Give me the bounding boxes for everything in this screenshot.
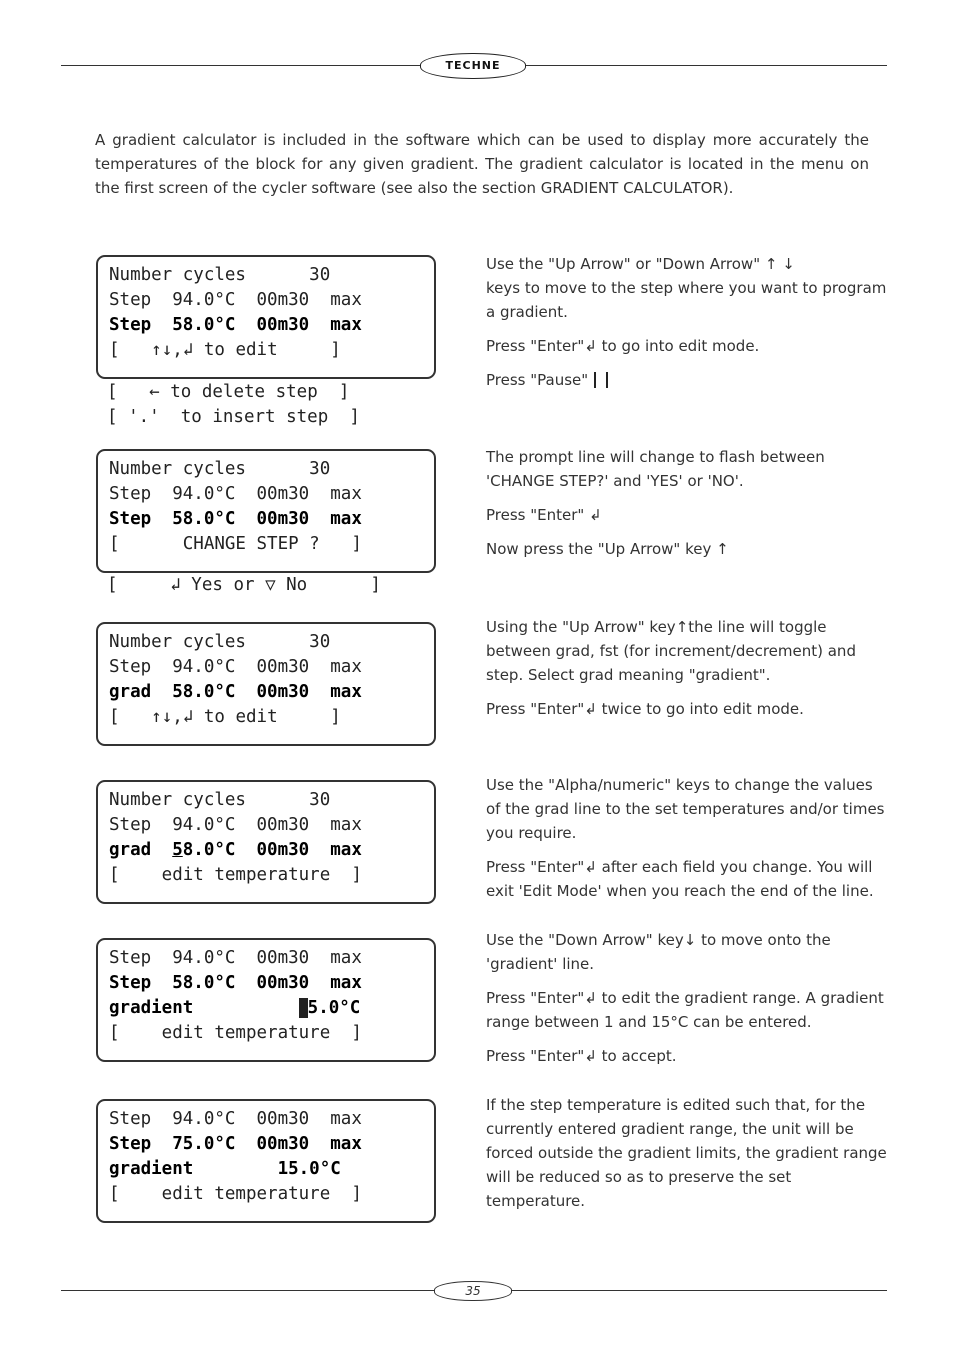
instruction-block-3 bbox=[486, 615, 888, 731]
lcd-line-selected: grad 58.0°C 00m30 max bbox=[109, 840, 362, 860]
lcd-line: Step 58.0°C 00m30 max bbox=[109, 973, 362, 993]
triangle-down-icon: ▽ bbox=[265, 575, 276, 595]
lcd-screen-4 bbox=[96, 780, 436, 904]
lcd-line: Number cycles 30 bbox=[109, 790, 331, 810]
insert-step-prompt: [ '.' to insert step ] bbox=[107, 407, 360, 427]
up-down-arrow-icon: ↑ ↓ bbox=[764, 255, 795, 273]
enter-key-icon: ↲ bbox=[182, 340, 194, 360]
up-down-arrow-icon: ↑↓ bbox=[151, 707, 173, 727]
instruction-text: Press "Enter"↲ to go into edit mode. bbox=[486, 337, 760, 355]
instruction-block-1 bbox=[486, 252, 888, 402]
instruction-block-6 bbox=[486, 1093, 888, 1223]
instruction-text: The prompt line will change to flash between 'CHANGE STEP?' and 'YES' or 'NO'. bbox=[486, 448, 825, 490]
lcd-screen-2 bbox=[96, 449, 436, 573]
enter-key-icon: ↲ bbox=[170, 575, 181, 595]
pause-icon bbox=[594, 372, 608, 388]
instruction-text: Press "Enter"↲ to edit the gradient range. A gradient range between 1 and 15°C can be entered. bbox=[486, 989, 884, 1031]
lcd-prompt-line: [ ↑↓,↲ to edit ] bbox=[109, 705, 434, 730]
instruction-block-5 bbox=[486, 928, 888, 1078]
lcd-screen-5 bbox=[96, 938, 436, 1062]
lcd-line: Step 75.0°C 00m30 max bbox=[109, 1134, 362, 1154]
lcd-line: Number cycles 30 bbox=[109, 265, 331, 285]
up-down-arrow-icon: ↑↓ bbox=[151, 340, 173, 360]
lcd-line-selected: Step 58.0°C 00m30 max bbox=[109, 315, 362, 335]
instruction-text: Press "Enter"↲ after each field you change. You will exit 'Edit Mode' when you reach the end of the line. bbox=[486, 858, 874, 900]
instruction-text: Using the "Up Arrow" key↑the line will toggle between grad, fst (for increment/decrement) and step. Select grad meaning "gradient". bbox=[486, 618, 856, 684]
screen1-alt-prompts bbox=[107, 380, 360, 430]
page-number: 35 bbox=[434, 1281, 512, 1301]
instruction-text: Now press the "Up Arrow" key ↑ bbox=[486, 540, 729, 558]
lcd-screen-1 bbox=[96, 255, 436, 379]
screen2-alt-prompts bbox=[107, 573, 381, 598]
lcd-screen-3 bbox=[96, 622, 436, 746]
lcd-line: Step 94.0°C 00m30 max bbox=[109, 815, 362, 835]
intro-paragraph: A gradient calculator is included in the software which can be used to display more accurately the temperatures of the block for any given gradient. The gradient calculator is located in the menu on the first screen of the cycler software (see also the section GRADIENT CALCULATOR). bbox=[95, 131, 869, 197]
lcd-line: Step 94.0°C 00m30 max bbox=[109, 484, 362, 504]
lcd-prompt-line: [ CHANGE STEP ? ] bbox=[109, 534, 362, 554]
delete-step-prompt: [ ← to delete step ] bbox=[107, 380, 360, 405]
enter-key-icon: ↲ bbox=[584, 858, 597, 876]
lcd-line-selected: grad 58.0°C 00m30 max bbox=[109, 682, 362, 702]
lcd-line: Number cycles 30 bbox=[109, 632, 331, 652]
lcd-line: Step 94.0°C 00m30 max bbox=[109, 290, 362, 310]
lcd-prompt-line: [ edit temperature ] bbox=[109, 1023, 362, 1043]
enter-key-icon: ↲ bbox=[584, 337, 597, 355]
yes-no-prompt: [ ↲ Yes or ▽ No ] bbox=[107, 573, 381, 598]
lcd-line-selected: gradient 5.0°C bbox=[109, 998, 361, 1018]
instruction-text: Press "Enter"↲ twice to go into edit mode. bbox=[486, 700, 804, 718]
instruction-text: Use the "Up Arrow" or "Down Arrow" ↑ ↓ keys to move to the step where you want to program a gradient. bbox=[486, 255, 887, 321]
instruction-block-2 bbox=[486, 445, 888, 571]
enter-key-icon: ↲ bbox=[182, 707, 194, 727]
lcd-line: Step 94.0°C 00m30 max bbox=[109, 948, 362, 968]
edit-cursor-block bbox=[299, 998, 308, 1018]
enter-key-icon: ↲ bbox=[584, 700, 597, 718]
techne-logo: TECHNE bbox=[420, 53, 526, 79]
instruction-text: Press "Pause" bbox=[486, 368, 888, 392]
lcd-line: Number cycles 30 bbox=[109, 459, 331, 479]
instruction-text: Press "Enter"↲ to accept. bbox=[486, 1047, 677, 1065]
instruction-text: Use the "Down Arrow" key↓ to move onto the 'gradient' line. bbox=[486, 931, 831, 973]
up-arrow-icon: ↑ bbox=[716, 540, 729, 558]
enter-key-icon: ↲ bbox=[589, 506, 602, 524]
lcd-line-selected: gradient 15.0°C bbox=[109, 1159, 341, 1179]
instruction-block-4 bbox=[486, 773, 888, 913]
instruction-text: Press "Enter" ↲ bbox=[486, 506, 602, 524]
lcd-prompt-line: [ edit temperature ] bbox=[109, 865, 362, 885]
up-arrow-icon: ↑ bbox=[675, 618, 689, 636]
lcd-line: Step 94.0°C 00m30 max bbox=[109, 1109, 362, 1129]
enter-key-icon: ↲ bbox=[584, 989, 597, 1007]
lcd-prompt-line: [ ↑↓,↲ to edit ] bbox=[109, 338, 434, 363]
lcd-prompt-line: [ edit temperature ] bbox=[109, 1184, 362, 1204]
left-arrow-icon: ← bbox=[149, 382, 160, 402]
lcd-line: Step 94.0°C 00m30 max bbox=[109, 657, 362, 677]
instruction-text: Use the "Alpha/numeric" keys to change the values of the grad line to the set temperatures and/or times you require. bbox=[486, 776, 885, 842]
instruction-text: If the step temperature is edited such that, for the currently entered gradient range, the unit will be forced outside the gradient limits, the gradient range will be reduced so as to preserve the set temperature. bbox=[486, 1096, 887, 1210]
lcd-screen-6 bbox=[96, 1099, 436, 1223]
edit-cursor: 5 bbox=[172, 840, 183, 860]
down-arrow-icon: ↓ bbox=[683, 931, 697, 949]
lcd-line-selected: Step 58.0°C 00m30 max bbox=[109, 509, 362, 529]
enter-key-icon: ↲ bbox=[584, 1047, 597, 1065]
